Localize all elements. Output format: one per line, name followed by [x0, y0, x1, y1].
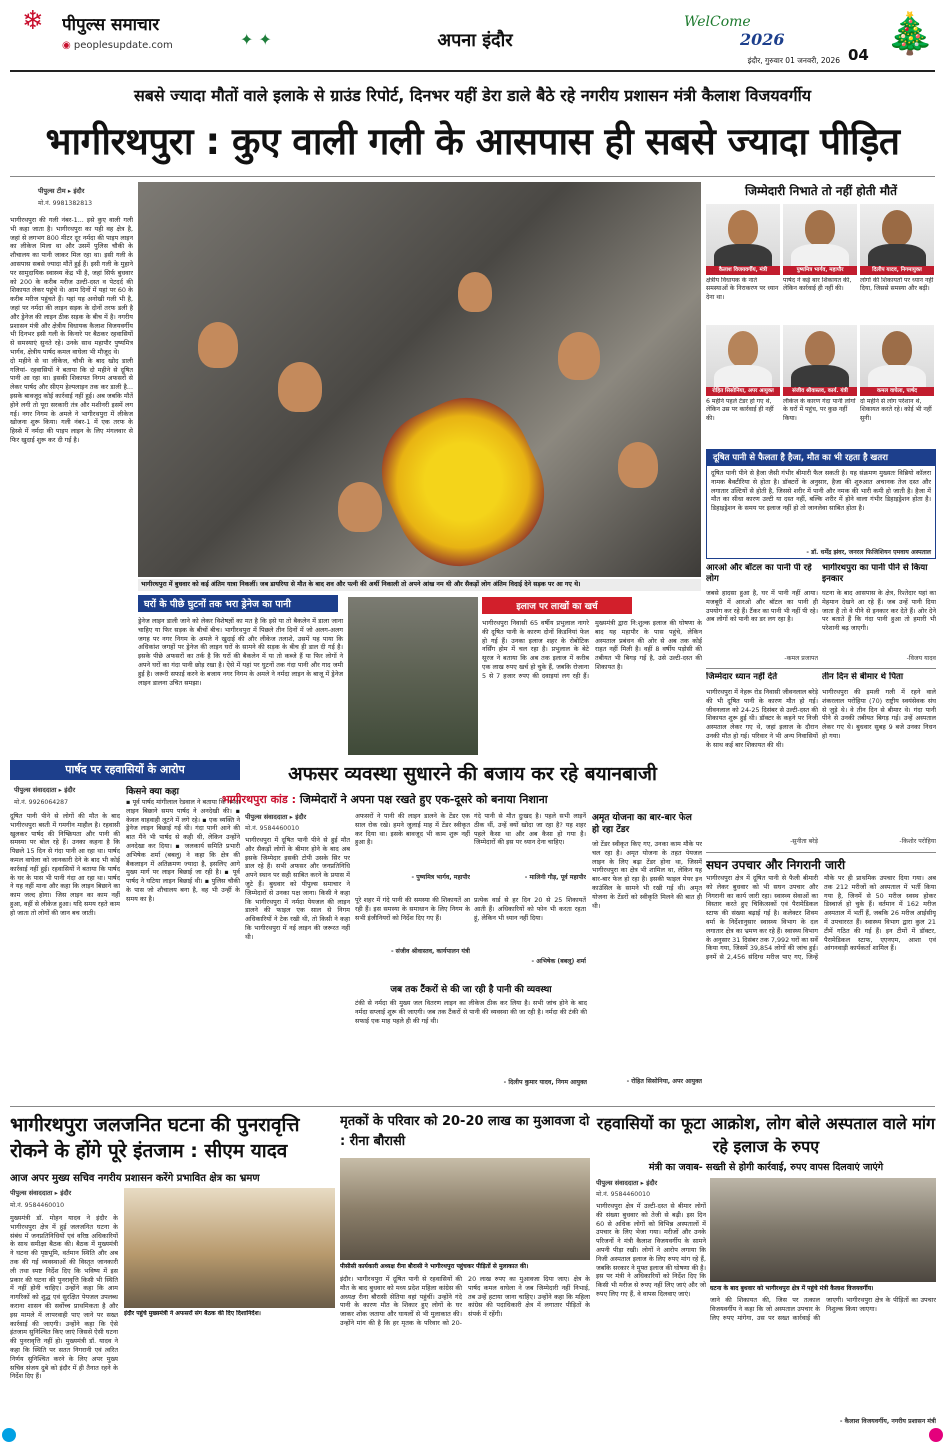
official-card	[860, 204, 934, 322]
official-portrait	[706, 325, 780, 387]
official-name: कमल वाघेला, पार्षद	[860, 387, 934, 396]
councilor-mobile: मो.नं. 9926064287	[14, 799, 69, 806]
lead-byline: पीपुल्स टीम ▸ इंदौर	[38, 187, 85, 195]
official-quote-text: पूरे शहर में गंदे पानी की समस्या की शिकायतें आ रही हैं। इस समस्या के समाधान के लिए निगम के सभी इंजीनियरों को निर्देश दिए गए हैं।	[355, 896, 470, 922]
side-item-title: आरओ और बॉटल का पानी पी रहे लोग	[706, 563, 812, 584]
treatment-box-body: भागीरथपुरा निवासी 65 वर्षीय प्रभुलाल नागरे की दूषित पानी के कारण दोनों किडनियां फेल हो गई हैं। उनका इलाज शहर के रोबोटिक नर्सिंग होम में चल रहा है। प्रभुलाल के बेटे सूरज ने बताया कि अब तक इलाज में करीब एक लाख रुपए खर्च हो चुके हैं, जबकि रोजाना 5 से 7 हजार रुपए की दवाइयां लग रही हैं। मुख्यमंत्री द्वारा नि:शुल्क इलाज की घोषणा के बाद यह महापौर के पास पहुंचे, लेकिन अस्पताल प्रबंधन की ओर से अब तक कोई राहत नहीं मिली है। वहीं 8 वर्षीय पड़ोसी की तबीयत भी बिगड़ गई है, उसे उल्टी-दस्त की शिकायत है।	[482, 619, 702, 680]
official-portrait	[860, 204, 934, 266]
official-face	[882, 331, 912, 367]
cm-meeting-photo	[124, 1188, 335, 1308]
councilor-box	[10, 760, 240, 1100]
person-silhouette	[278, 362, 322, 412]
side-item-signature: -कमल प्रजापत	[784, 655, 818, 662]
official-quote	[355, 812, 470, 894]
cm-photo-caption: इंदौर पहुंचे मुख्यमंत्री ने अफसरों संग बैठक की दिए दिशानिर्देश।	[124, 1310, 261, 1317]
official-face	[805, 331, 835, 367]
official-body	[714, 244, 772, 266]
official-body	[868, 365, 926, 387]
official-face	[882, 210, 912, 246]
side-item-body: जबसे हादसा हुआ है, घर में पानी नहीं आया। मजबूरी में आरओ और बॉटल का पानी ही उपयोग कर रहे हैं। टैंकर का पानी भी नहीं पी रहे। अब लोगों को पानी का डर लग रहा है।	[706, 589, 818, 624]
tender-title: अमृत योजना का बार-बार फेल हो रहा टेंडर	[592, 813, 692, 835]
drain-box	[138, 595, 478, 755]
official-name: पुष्यमित्र भार्गव, महापौर	[783, 266, 857, 275]
cm-story	[10, 1188, 335, 1443]
official-note: 6 महीने पहले टेंडर हो गए थे, लेकिन उस पर कार्रवाई ही नहीं की।	[706, 398, 774, 422]
bureaucracy-headline: अफसर व्यवस्था सुधारने की बजाय कर रहे बयानबाजी	[288, 763, 657, 785]
tanker-signature: - दिलीप कुमार यादव, निगम आयुक्त	[503, 1079, 587, 1086]
side-item-title: भागीरथपुरा का पानी पीने से किया इनकार	[822, 563, 928, 584]
official-quote	[474, 812, 586, 894]
person-silhouette	[458, 272, 492, 312]
officials-box-title: जिम्मेदारी निभाते तो नहीं होती मौतें	[745, 184, 897, 198]
dateline: इंदौर, गुरुवार 01 जनवरी, 2026	[747, 56, 840, 65]
newspaper-logo	[62, 12, 212, 36]
cm-byline: पीपुल्स संवाददाता ▸ इंदौर	[10, 1189, 72, 1197]
official-card	[860, 325, 934, 443]
main-photo-caption: भागीरथपुरा में बुधवार को कई अंतिम यात्रा निकलीं। जब डायरिया से मौत के बाद शव और पत्नी की अर्थी निकाली तो अपने आंख नम थी और सैकड़ों लोग अंतिम विदाई देने सड़क पर आ गए थे।	[138, 579, 701, 591]
subhead-text: जिम्मेदारों ने अपना पक्ष रखते हुए एक-दूसरे को बनाया निशाना	[299, 793, 548, 806]
page-number: 04	[848, 46, 869, 64]
official-face	[728, 210, 758, 246]
monitoring-title: सघन उपचार और निगरानी जारी	[706, 858, 846, 872]
official-note: पार्षद ने कई बार शिकायत की, लेकिन कार्रवाई ही नहीं की।	[783, 277, 852, 293]
section-title: अपना इंदौर	[437, 30, 513, 51]
outrage-quote-signature: - कैलाश विजयवर्गीय, नगरीय प्रशासन मंत्री	[839, 1418, 936, 1425]
expert-box	[706, 449, 936, 559]
registration-mark	[2, 1428, 16, 1442]
official-card	[706, 325, 780, 443]
official-quote	[355, 896, 470, 978]
outrage-quote	[710, 1296, 936, 1443]
official-note: क्षेत्रीय विधायक के नाते समस्याओं के निराकरण पर ध्यान देना था।	[706, 277, 779, 301]
bureaucracy-byline: पीपुल्स संवाददाता ▸ इंदौर	[245, 813, 307, 821]
tender-body: जो टेंडर स्वीकृत किए गए, उनका काम मौके पर चल रहा है। अमृत योजना के तहत पेयजल लाइन के लिए बढ़ा टेंडर होना था, जिसमें भागीरथपुरा का क्षेत्र भी शामिल था, लेकिन यह बार-बार फेल हो रहा है। इसकी फाइल मेयर इन काउंसिल के सामने भी रखी गई थी। अमृत योजना के टेंडरों को स्वीकृति मिलने की बात ही थी।	[592, 840, 702, 910]
compensation-caption: पीसीसी कार्यकारी अध्यक्ष रीना बौरासी ने भागीरथपुरा पहुंचकर पीड़ितों से मुलाकात की।	[340, 1263, 529, 1270]
cm-subhead: आज अपर मुख्य सचिव नगरीय प्रशासन करेंगे प्रभावित क्षेत्र का भ्रमण	[10, 1173, 260, 1184]
outrage-mobile: मो.नं. 9584460010	[596, 1191, 651, 1198]
outrage-headline: रहवासियों का फूटा आक्रोश, लोग बोले अस्पताल वाले मांग रहे इलाज के रुपए	[596, 1114, 936, 1156]
christmas-tree-icon: 🎄	[885, 11, 935, 57]
cm-body: मुख्यमंत्री डॉ. मोहन यादव ने इंदौर के भागीरथपुरा क्षेत्र में हुई जलजनित घटना के संबंध में जनप्रतिनिधियों एवं वरिष्ठ अधिकारियों के साथ समीक्षा बैठक की। बैठक में मुख्यमंत्री ने घटना की पृष्ठभूमि, वर्तमान स्थिति और अब तक की गई व्यवस्थाओं की विस्तृत जानकारी ली तथा स्पष्ट निर्देश दिए कि भविष्य में इस प्रकार की घटना की पुनरावृत्ति किसी भी स्थिति में नहीं होनी चाहिए। उन्होंने कहा कि आम नागरिकों को शुद्ध एवं सुरक्षित पेयजल उपलब्ध कराना शासन की सर्वोच्च प्राथमिकता है और इस मामले में लापरवाही पाए जाने पर सख्त कार्रवाई की जाएगी। उन्होंने कहा कि ऐसे इंतजाम सुनिश्चित किए जाएं जिससे ऐसी घटना की पुनरावृत्ति नहीं हो। मुख्यमंत्री डॉ. यादव ने कहा कि स्थिति पर सतत निगरानी एवं त्वरित निर्णय सुनिश्चित करने के लिए अपर मुख्य सचिव संजय दुबे को इंदौर में ही तैनात रहने के निर्देश दिए हैं।	[10, 1214, 118, 1381]
official-body	[868, 244, 926, 266]
outrage-body: भागीरथपुरा क्षेत्र में उल्टी-दस्त से बीमार लोगों की संख्या बुधवार को तेजी से बढ़ी। इस दिन 60 से अधिक लोगों को विभिन्न अस्पतालों में उपचार के लिए भेजा गया। मरीजों और उनके परिजनों ने मंत्री कैलाश विजयवर्गीय के सामने अपनी पीड़ा रखी। लोगों ने आरोप लगाया कि निजी अस्पताल इलाज के लिए रुपए मांग रहे हैं, जबकि सरकार ने मुफ्त इलाज की घोषणा की है। इस पर मंत्री ने अधिकारियों को निर्देश दिए कि किसी भी मरीज से रुपए नहीं लिए जाएं और जो रुपए लिए गए हैं, वे वापस दिलवाए जाएं।	[596, 1202, 706, 1298]
official-name: दिलीप यादव, निगमायुक्त	[860, 266, 934, 275]
official-portrait	[783, 325, 857, 387]
bureaucracy-subhead	[222, 792, 702, 810]
globe-icon: ◉	[62, 40, 74, 51]
official-body	[714, 365, 772, 387]
councilor-byline: पीपुल्स संवाददाता ▸ इंदौर	[14, 786, 76, 794]
treatment-box	[482, 597, 702, 757]
official-note: लोगों की शिकायतों पर ध्यान नहीं दिया, जिससे समस्या और बढ़ी।	[860, 277, 934, 293]
outrage-quote-text: जाने की शिकायत की, जिस पर तत्काल विजयवर्गीय ने कहा कि जो अस्पताल उपचार के लिए रुपए मांगेगा, उस पर सख्त कार्रवाई की जाएगी। भागीरथपुरा क्षेत्र के पीड़ितों का उपचार निशुल्क किया जाएगा।	[710, 1296, 936, 1322]
side-item-title: जिम्मेदार ध्यान नहीं देते	[706, 672, 778, 682]
outrage-photo	[710, 1178, 936, 1282]
councilor-body: दूषित पानी पीने से लोगों की मौत के बाद भागीरथपुरा बस्ती में गमगीन माहौल है। रहवासी खुलकर पार्षद की निष्क्रियता और पानी की समस्या पर बोल रहे हैं। उनका कहना है कि पिछले 15 दिन से गंदा पानी आ रहा था। पार्षद कमल वाघेला को जानकारी देने के बाद भी कोई कार्रवाई नहीं हुई। रहवासियों ने बताया कि पार्षद के घर के पास भी पानी गंदा आ रहा था। पार्षद ने यह नहीं माना और कहा कि लाइन बिछाने का काम जल्द होगा। जिस लाइन का काम नहीं हुआ, वहीं से लीकेज हुआ। यदि समय रहते काम हो जाता तो लोगों की जान बच जाती।	[10, 812, 120, 917]
official-note: लीकेज के कारण गंदा पानी लोगों के घरों में पहुंच, पर कुछ नहीं किया।	[783, 398, 856, 422]
tanker-title: जब तक टैंकरों से की जा रही है पानी की व्यवस्था	[390, 985, 552, 995]
tanker-box	[355, 982, 587, 1102]
flower-bier	[361, 378, 565, 577]
compensation-body: इंदौर। भागीरथपुरा में दूषित पानी से रहवासियों की मौत के बाद बुधवार को मध्य प्रदेश महिला कांग्रेस की अध्यक्ष रीना बौरासी सेतिया वहां पहुंचीं। उन्होंने गंदे पानी के कारण मौत के शिकार हुए लोगों के घर जाकर शोक जताया और घायलों से भी मुलाकात की। उन्होंने मांग की है कि हर मृतक के परिवार को 20-20 लाख रुपए का मुआवजा दिया जाए। क्षेत्र के पार्षद कमल वाघेला ने जब जिम्मेदारी नहीं निभाई, तब उन्हें हटाया जाना चाहिए। उन्होंने कहा कि महिला कांग्रेस की पदाधिकारी क्षेत्र में लगातार पीड़ितों के संपर्क में रहेंगी।	[340, 1275, 590, 1327]
official-quote-signature: - संजीव श्रीवास्तव, कार्यपालन यंत्री	[390, 948, 470, 955]
subhead-red: भागीरथपुरा कांड :	[222, 793, 296, 806]
welcome-text: WelCome	[684, 14, 751, 30]
official-portrait	[860, 325, 934, 387]
official-card	[783, 204, 857, 322]
official-face	[805, 210, 835, 246]
councilor-quotes: ▪ पूर्व पार्षद मांगीलाल रेडवाल ने बताया कि नर्मदा लाइन बिछाने समय पार्षद ने अनदेखी की। ▪ केवल वाहवाही लूटने में लगे रहे। ▪ एक व्यक्ति ने ड्रेनेज लाइन बिछाई गई थी। गंदा पानी आने की बात मैंने भी पार्षद से कही थी, लेकिन उन्होंने अनदेखा कर दिया। ▪ जलकार्य समिति प्रभारी अभिषेक शर्मा (बबलू) ने कहा कि क्षेत्र की बैकलाइन में अतिक्रमण ज्यादा है, इसलिए आगे मुख्य मार्ग पर लाइन बिछाई जा रही है। ▪ पूर्व पार्षद ने घटिया लाइन बिछाई थी। ▪ पुलिस चौकी के पास जो शौचालय बना है, वह भी उन्हीं के समय का है।	[126, 798, 240, 903]
side-item-title: तीन दिन से बीमार थे पिता	[822, 672, 904, 682]
official-card	[783, 325, 857, 443]
snowflake-decoration-icon: ❄	[22, 6, 44, 36]
monitoring-item	[706, 856, 936, 1036]
monitoring-body: भागीरथपुरा क्षेत्र में दूषित पानी से फैली बीमारी को लेकर बुधवार को भी सघन उपचार और निगरानी का कार्य जारी रहा। स्वास्थ्य सेवाओं का विस्तार करते हुए चिकित्सकों एवं पैरामेडिकल स्टाफ की संख्या बढ़ाई गई है। कलेक्टर शिवम वर्मा के निर्देशानुसार स्वास्थ्य विभाग के दल लगातार क्षेत्र का भ्रमण कर रहे हैं। स्वास्थ्य विभाग के अनुसार 31 दिसंबर तक 7,992 घरों का सर्वे किया गया, जिसमें 39,854 लोगों की जांच हुई। इनमें से 2,456 संदिग्ध मरीज पाए गए, जिन्हें मौके पर ही प्राथमिक उपचार दिया गया। अब तक 212 मरीजों को अस्पताल में भर्ती किया गया है, जिनमें से 50 मरीज स्वस्थ होकर डिस्चार्ज हो चुके हैं। वर्तमान में 162 मरीज अस्पताल में भर्ती हैं, जबकि 26 मरीज आईसीयू में उपचाररत हैं। स्वास्थ्य विभाग द्वारा कुल 21 टीमें गठित की गई हैं। इन टीमों में डॉक्टर, पैरामेडिकल स्टाफ, एएनएम, आशा एवं आंगनवाड़ी कार्यकर्ता शामिल हैं।	[706, 874, 936, 962]
councilor-box-title: पार्षद पर रहवासियों के आरोप	[10, 760, 240, 780]
side-rule	[706, 668, 936, 669]
lead-body: भागीरथपुरा की गली नंबर-1... इसे कुए वाली गली भी कहा जाता है। भागीरथपुरा का यही वह क्षेत्र है, जहां से लगभग 800 मीटर दूर नर्मदा की पाइप लाइन का लीकेज मिला था और उसमें पुलिस चौकी के शौचालय का पानी जाकर मिल रहा था। इसी गली के आसपास सबसे ज्यादा मौतें हुई हैं। इसी गली के मुहाने पर सामुदायिक स्वास्थ्य केंद्र भी है, जहां सिर्फ बुधवार को 200 के करीब मरीज उल्टी-दस्त व पेटदर्द की शिकायत लेकर पहुंचे थे। आम दिनों में यहां पर 60 के करीब मरीज पहुंचते हैं। यहां यह अनोखी गली भी है, जहां पर नर्मदा की लाइन सड़क के दोनों तरफ डली है और ड्रेनेज की लाइन ठीक सड़क के बीच में है। नगरीय प्रशासन मंत्री और क्षेत्रीय विधायक कैलाश विजयवर्गीय भी दिनभर इसी गली के किनारे पर बैठकर रहवासियों से समस्याएं सुनते रहे। उनके साथ महापौर पुष्यमित्र भार्गव, क्षेत्रीय पार्षद कमल वाघेला भी मौजूद थे। दो महीने से था लीकेज, चौथी के बाद खोद डाली गलियां- रहवासियों ने बताया कि दो महीने से दूषित पानी आ रहा था। इसकी शिकायत निगम अफसरों से लेकर पार्षद और सीएम हेल्पलाइन तक कर डाली है... इसके बावजूद कोई कार्रवाई नहीं हुई। अब जबकि मौतें होने लगी तो पूरा सरकारी तंत्र और मशीनरी इसमें लग गई। नगर निगम के अमले ने भागीरथपुरा में लीकेज खोजना शुरू किया। गली नंबर-1 में एक तरफ के हिस्से में नर्मदा की पाइप लाइन के लिए मंगलवार से फिर खुदाई शुरू कर दी गई है।	[10, 216, 133, 444]
officials-grid	[706, 204, 936, 444]
side-item-body: भागीरथपुरा में नेहरू रोड निवासी जीवनलाल बरेड़े की भी दूषित पानी के कारण मौत हो गई। जीवनलाल को 24-25 दिसंबर से उल्टी-दस्त की शिकायत शुरू हुई थी। डॉक्टर के कहने पर निजी अस्पताल लेकर गए थे, जहां इलाज के दौरान उनकी मौत हो गई। परिवार ने भी अन्य निवासियों के साथ कई बार शिकायत की थी।	[706, 688, 818, 749]
side-item-signature: -सुनीता बरेड़े	[790, 838, 818, 845]
side-item	[822, 672, 936, 850]
treatment-box-title: इलाज पर लाखों का खर्च	[482, 597, 632, 614]
cm-headline: भागीरथपुरा जलजनित घटना की पुनरावृत्ति रोकने के होंगे पूरे इंतजाम : सीएम यादव	[10, 1114, 300, 1162]
person-silhouette	[618, 442, 658, 488]
official-name: संजीव श्रीवास्तव, कार्य. यंत्री	[783, 387, 857, 396]
funeral-procession-photo	[138, 182, 701, 577]
councilor-subtitle: किसने क्या कहा	[126, 787, 179, 797]
masthead	[0, 0, 945, 78]
lead-column	[10, 182, 133, 742]
outrage-subhead: मंत्री का जवाब- सख्ती से होगी कार्रवाई, रुपए वापस दिलवाएं जाएंगे	[648, 1162, 884, 1173]
person-silhouette	[198, 322, 238, 368]
logo-text: पीपुल्स समाचार	[62, 15, 160, 35]
compensation-headline: मृतकों के परिवार को 20-20 लाख का मुआवजा दो : रीना बौरासी	[340, 1114, 590, 1149]
bureaucracy-body: भागीरथपुरा में दूषित पानी पीने से हुई मौत और सैकड़ों लोगों के बीमार होने के बाद अब इसके जिम्मेदार इसकी टोपी उसके सिर पर डाल रहे हैं। सभी अफसर और जनप्रतिनिधि अपने स्थान पर सही साबित करने के प्रयास में जुटे हैं। बुधवार को पीपुल्स समाचार ने जिम्मेदारों से उनका पक्ष जाना। किसी ने कहा कि भागीरथपुरा में नर्मदा पेयजल की लाइन डालने की फाइल एक साल से निगम अधिकारियों ने टेक रखी थी, तो किसी ने कहा कि भागीरथपुरा में नई लाइन की जरूरत नहीं थी।	[245, 836, 350, 941]
side-item-signature: -विजय यादव	[906, 655, 936, 662]
official-quote-text: गंदे पानी से मौत दुःखद है। पहले सभी लाइनें ठीक थीं, उन्हें क्यों खोदा जा रहा है? यह शहर पहले कैसा था और अब कैसा हो गया है। जिम्मेदारों की इस पर ध्यान देना चाहिए।	[474, 812, 586, 847]
year-text: 2026	[740, 30, 785, 49]
kicker: सबसे ज्यादा मौतों वाले इलाके से ग्राउंड रिपोर्ट, दिनभर यहीं डेरा डाले बैठे रहे नगरीय प्रशासन मंत्री कैलाश विजयवर्गीय	[133, 86, 812, 105]
official-quote	[474, 896, 586, 978]
compensation-photo	[340, 1158, 590, 1260]
expert-box-signature: - डॉ. धर्मेंद्र झंवर, जनरल फिजिशियन एमवाय अस्पताल	[806, 549, 931, 556]
official-body	[791, 365, 849, 387]
official-quote-text: अफसरों ने पानी की लाइन डालने के टेंडर एक साल रोक रखे। हमने जुलाई माह में टेंडर स्वीकृत कर दिया था। इसके बावजूद भी काम शुरू नहीं हुआ है।	[355, 812, 470, 847]
official-body	[791, 244, 849, 266]
bottom-rule	[10, 1106, 935, 1107]
side-item	[822, 563, 936, 663]
outrage-caption: घटना के बाद बुधवार को भागीरथपुरा क्षेत्र में पहुंचे मंत्री कैलाश विजयवर्गीय।	[710, 1285, 874, 1292]
outrage-story	[596, 1178, 706, 1443]
side-item-signature: -किशोर परोहिया	[899, 838, 936, 845]
official-note: दो महीने से लोग परेशान थे, शिकायत करते रहे। कोई भी नहीं सुनी।	[860, 398, 932, 422]
bureaucracy-story	[245, 812, 350, 1102]
official-portrait	[783, 204, 857, 266]
tender-box	[592, 812, 702, 1102]
cm-mobile: मो.नं. 9584460010	[10, 1202, 65, 1209]
official-face	[728, 331, 758, 367]
tanker-body: टंकी से नर्मदा की मुख्य जल वितरण लाइन का लीकेज ठीक कर लिया है। सभी जांच होने के बाद नर्मदा सप्लाई शुरू की जाएगी। जब तक टैंकरों से पानी की व्यवस्था की जा रही है। नर्मदा की टंकी की सफाई एक माह पहले ही की गई थी।	[355, 999, 587, 1025]
welcome-banner	[682, 12, 842, 52]
official-card	[706, 204, 780, 322]
side-rule	[706, 852, 936, 853]
lead-mobile: मो.नं. 9981382813	[38, 200, 93, 207]
side-item	[706, 563, 818, 663]
person-silhouette	[338, 482, 382, 532]
official-portrait	[706, 204, 780, 266]
side-item	[706, 672, 818, 850]
outrage-byline: पीपुल्स संवाददाता ▸ इंदौर	[596, 1179, 658, 1187]
person-silhouette	[558, 332, 600, 380]
tender-signature: - रोहित सिसोनिया, अपर आयुक्त	[626, 1078, 702, 1085]
side-item-body: भागीरथपुरा की इमली गली में रहने वाले शंकरलाल परोहिया (70) राष्ट्रीय स्वयंसेवक संघ से जुड़े थे। वे तीन दिन से बीमार थे। गंदा पानी पीने से उनकी तबीयत बिगड़ गई। उन्हें अस्पताल लेकर गए थे। बुधवार सुबह 9 बजे उनका निधन हो गया।	[822, 688, 936, 740]
bureaucracy-mobile: मो.नं. 9584460010	[245, 825, 300, 832]
official-name: कैलाश विजयवर्गीय, मंत्री	[706, 266, 780, 275]
expert-box-body: दूषित पानी पीने से हैजा जैसी गंभीर बीमारी फैल सकती है। यह संक्रमण मुख्यतः विब्रियो कॉलरा नामक बैक्टीरिया से होता है। डॉक्टरों के अनुसार, हैजा की शुरुआत अचानक तेज दस्त और लगातार उल्टियों से होती है, जिससे शरीर में पानी और नमक की भारी कमी हो जाती है। हैजा में मौत का सीधा कारण उल्टी या दस्त नहीं, बल्कि शरीर में होने वाला गंभीर डिहाइड्रेशन होता है। डिहाइड्रेशन के समय पर इलाज नहीं हो तो जानलेवा साबित होता है।	[711, 469, 931, 513]
official-name: रोहित सिसोनिया, अपर आयुक्त	[706, 387, 780, 396]
headline-rule	[10, 176, 935, 177]
site-url[interactable]: ◉ peoplesupdate.com	[62, 40, 173, 51]
christmas-ornament-icon: ✦ ✦	[240, 30, 272, 49]
drain-box-title: घरों के पीछे घुटनों तक भरा ड्रेनेज का पानी	[138, 595, 338, 612]
official-quote-text: प्रत्येक वार्ड से हर दिन 20 से 25 शिकायतें आती हैं। अधिकारियों को फोन भी करता रहता हूं, लेकिन भी ध्यान नहीं दिया।	[474, 896, 586, 922]
side-item-body: घटना के बाद आसपास के क्षेत्र, रिश्तेदार यहां का मेहमान देखने आ रहे हैं। जब उन्हें पानी दिया जाता है तो वे पीने से इनकार कर देते हैं। ओर देने पर बताते हैं कि गंदा पानी हुआ तो हमारी भी परेशानी बढ़ जाएगी।	[822, 589, 936, 633]
official-quote-signature: - पुष्यमित्र भार्गव, महापौर	[411, 874, 470, 881]
official-quote-signature: - मालिनी गौड़, पूर्व महापौर	[524, 874, 586, 881]
main-headline: भागीरथपुरा : कुए वाली गली के आसपास ही सबसे ज्यादा पीड़ित	[45, 120, 900, 163]
drain-box-body: ड्रेनेज लाइन डाली जाने को लेकर विशेषज्ञों का मत है कि इसे या तो बैकलेन में डाला जाना चाहिए या फिर सड़क के बीचों बीच। भागीरथपुरा में पिछले तीन दिनों में जो अलग-अलग जगह पर नगर निगम के अमले ने खुदाई की और लीकेज तलाशे, उसमें यह पाया कि अधिकांश जगहों पर ड्रेनेज की लाइन घरों के सामने की सड़क के बीच ही डाल दी गई है। इसके पीछे अफसरों का तर्क है कि घरों की बैकलेन में या तो कब्जे हैं या फिर लोगों ने अपने घरों का गंदा पानी छोड़ रखा है। ऐसे में यहां पर घुटनों तक गंदा पानी और गाद जमी हुई है। जरूरी सफाई करने के बजाय नगर निगम के अमले ने नर्मदा लाइन के बाजू में ड्रेनेज लाइन डालना उचित समझा।	[138, 617, 343, 687]
masthead-rule	[10, 70, 935, 72]
official-quote-signature: - अभिषेक (बबलू) शर्मा	[531, 958, 586, 965]
registration-mark	[929, 1428, 943, 1442]
drain-photo	[348, 597, 478, 755]
expert-box-title: दूषित पानी से फैलता है हैजा, मौत का भी रहता है खतरा	[707, 450, 935, 466]
